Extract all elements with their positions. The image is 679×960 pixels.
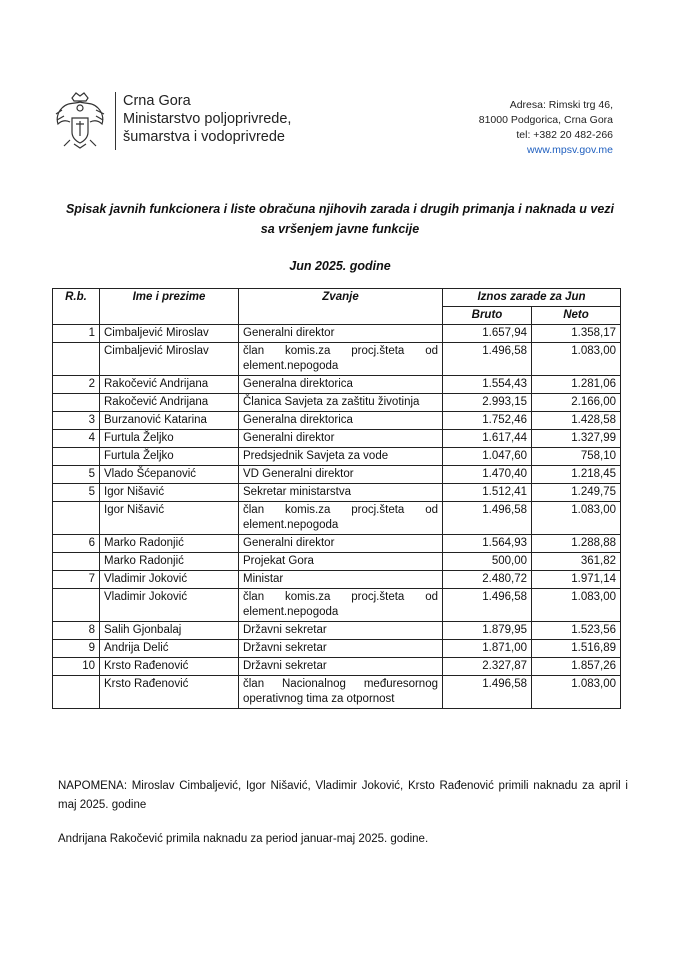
table-row xyxy=(53,535,621,553)
header-row xyxy=(53,289,621,307)
cell-rb: 10 xyxy=(53,658,100,676)
cell-neto: 1.428,58 xyxy=(532,412,621,430)
cell-title: Ministar xyxy=(239,571,443,589)
cell-rb: 4 xyxy=(53,430,100,448)
cell-title: član komis.za procj.šteta od element.nepogoda xyxy=(239,589,443,622)
cell-rb xyxy=(53,394,100,412)
cell-bruto: 2.327,87 xyxy=(443,658,532,676)
cell-bruto: 1.871,00 xyxy=(443,640,532,658)
cell-name: Marko Radonjić xyxy=(100,535,239,553)
title-line-2: sa vršenjem javne funkcije xyxy=(260,222,420,236)
header-amount: Iznos zarade za Jun xyxy=(443,289,621,307)
cell-rb: 6 xyxy=(53,535,100,553)
table-row xyxy=(53,325,621,343)
table-row xyxy=(53,676,621,709)
phone: tel: +382 20 482-266 xyxy=(516,129,613,141)
cell-bruto: 1.496,58 xyxy=(443,502,532,535)
table-row xyxy=(53,394,621,412)
cell-title: Predsjednik Savjeta za vode xyxy=(239,448,443,466)
cell-bruto: 1.512,41 xyxy=(443,484,532,502)
table-row xyxy=(53,466,621,484)
cell-rb: 5 xyxy=(53,466,100,484)
cell-neto: 1.523,56 xyxy=(532,622,621,640)
table-row xyxy=(53,502,621,535)
cell-name: Vlado Šćepanović xyxy=(100,466,239,484)
title-line-1: Spisak javnih funkcionera i liste obračuna njihovih zarada i drugih primanja i naknada u vezi xyxy=(65,202,615,216)
period: Jun 2025. godine xyxy=(289,259,391,273)
cell-name: Rakočević Andrijana xyxy=(100,376,239,394)
header-rb: R.b. xyxy=(53,289,100,325)
cell-neto: 1.288,88 xyxy=(532,535,621,553)
cell-name: Marko Radonjić xyxy=(100,553,239,571)
cell-bruto: 1.657,94 xyxy=(443,325,532,343)
cell-bruto: 1.470,40 xyxy=(443,466,532,484)
cell-bruto: 1.617,44 xyxy=(443,430,532,448)
cell-bruto: 1.564,93 xyxy=(443,535,532,553)
document-title xyxy=(40,199,640,239)
cell-neto: 1.281,06 xyxy=(532,376,621,394)
cell-rb xyxy=(53,448,100,466)
cell-title: član komis.za procj.šteta od element.nepogoda xyxy=(239,502,443,535)
cell-bruto: 1.496,58 xyxy=(443,676,532,709)
cell-bruto: 1.496,58 xyxy=(443,589,532,622)
cell-neto: 1.083,00 xyxy=(532,343,621,376)
table-row xyxy=(53,571,621,589)
table-row xyxy=(53,640,621,658)
cell-name: Cimbaljević Miroslav xyxy=(100,325,239,343)
cell-bruto: 1.554,43 xyxy=(443,376,532,394)
cell-neto: 1.218,45 xyxy=(532,466,621,484)
cell-name: Furtula Željko xyxy=(100,448,239,466)
cell-bruto: 500,00 xyxy=(443,553,532,571)
table-row xyxy=(53,448,621,466)
cell-rb: 1 xyxy=(53,325,100,343)
cell-title: Državni sekretar xyxy=(239,640,443,658)
cell-neto: 1.516,89 xyxy=(532,640,621,658)
header-divider xyxy=(115,92,116,150)
table-row xyxy=(53,484,621,502)
contact-block xyxy=(479,98,613,158)
cell-rb xyxy=(53,502,100,535)
header-neto: Neto xyxy=(532,307,621,325)
website-link[interactable]: www.mpsv.gov.me xyxy=(527,144,613,156)
cell-title: Generalna direktorica xyxy=(239,412,443,430)
cell-bruto: 2.480,72 xyxy=(443,571,532,589)
cell-rb: 2 xyxy=(53,376,100,394)
table-row xyxy=(53,343,621,376)
cell-title: Generalni direktor xyxy=(239,325,443,343)
cell-neto: 1.083,00 xyxy=(532,676,621,709)
cell-name: Salih Gjonbalaj xyxy=(100,622,239,640)
cell-name: Burzanović Katarina xyxy=(100,412,239,430)
table-row xyxy=(53,430,621,448)
table-row xyxy=(53,589,621,622)
cell-neto: 1.083,00 xyxy=(532,502,621,535)
cell-title: Generalni direktor xyxy=(239,535,443,553)
cell-name: Igor Nišavić xyxy=(100,484,239,502)
table-row xyxy=(53,553,621,571)
cell-rb: 3 xyxy=(53,412,100,430)
table-row xyxy=(53,622,621,640)
cell-rb: 7 xyxy=(53,571,100,589)
cell-bruto: 1.047,60 xyxy=(443,448,532,466)
cell-bruto: 2.993,15 xyxy=(443,394,532,412)
table-row xyxy=(53,376,621,394)
cell-name: Krsto Rađenović xyxy=(100,676,239,709)
cell-neto: 1.327,99 xyxy=(532,430,621,448)
header-title: Zvanje xyxy=(239,289,443,325)
cell-neto: 1.971,14 xyxy=(532,571,621,589)
header-bruto: Bruto xyxy=(443,307,532,325)
cell-bruto: 1.879,95 xyxy=(443,622,532,640)
ministry-line-1: Ministarstvo poljoprivrede, xyxy=(123,111,292,127)
cell-neto: 1.083,00 xyxy=(532,589,621,622)
coat-of-arms-icon xyxy=(52,90,108,150)
salary-table xyxy=(52,288,621,709)
cell-title: Državni sekretar xyxy=(239,622,443,640)
cell-name: Cimbaljević Miroslav xyxy=(100,343,239,376)
cell-bruto: 1.752,46 xyxy=(443,412,532,430)
cell-title: VD Generalni direktor xyxy=(239,466,443,484)
cell-rb: 9 xyxy=(53,640,100,658)
city: 81000 Podgorica, Crna Gora xyxy=(478,114,613,126)
cell-neto: 1.857,26 xyxy=(532,658,621,676)
cell-rb xyxy=(53,676,100,709)
table-row xyxy=(53,658,621,676)
note-period: Andrijana Rakočević primila naknadu za period januar-maj 2025. godine. xyxy=(58,833,429,845)
cell-name: Rakočević Andrijana xyxy=(100,394,239,412)
table-row xyxy=(53,412,621,430)
cell-rb xyxy=(53,589,100,622)
cell-name: Andrija Delić xyxy=(100,640,239,658)
cell-neto: 361,82 xyxy=(532,553,621,571)
cell-title: Projekat Gora xyxy=(239,553,443,571)
cell-rb: 5 xyxy=(53,484,100,502)
cell-title: Sekretar ministarstva xyxy=(239,484,443,502)
letterhead xyxy=(52,88,627,158)
cell-title: Državni sekretar xyxy=(239,658,443,676)
cell-title: Generalni direktor xyxy=(239,430,443,448)
cell-rb xyxy=(53,553,100,571)
header-name: Ime i prezime xyxy=(100,289,239,325)
country-name: Crna Gora xyxy=(123,93,191,109)
ministry-name xyxy=(123,92,291,146)
cell-name: Vladimir Joković xyxy=(100,571,239,589)
cell-name: Krsto Rađenović xyxy=(100,658,239,676)
cell-title: član Nacionalnog međuresornog operativnog tima za otpornost xyxy=(239,676,443,709)
cell-neto: 2.166,00 xyxy=(532,394,621,412)
note-remark: NAPOMENA: Miroslav Cimbaljević, Igor Nišavić, Vladimir Joković, Krsto Rađenović primili naknadu za april i maj 2025. godine xyxy=(58,780,628,811)
cell-rb xyxy=(53,343,100,376)
cell-neto: 1.249,75 xyxy=(532,484,621,502)
cell-neto: 758,10 xyxy=(532,448,621,466)
cell-title: član komis.za procj.šteta od element.nepogoda xyxy=(239,343,443,376)
ministry-line-2: šumarstva i vodoprivrede xyxy=(123,129,285,145)
cell-title: Generalna direktorica xyxy=(239,376,443,394)
cell-bruto: 1.496,58 xyxy=(443,343,532,376)
cell-name: Furtula Željko xyxy=(100,430,239,448)
cell-name: Igor Nišavić xyxy=(100,502,239,535)
cell-title: Članica Savjeta za zaštitu životinja xyxy=(239,394,443,412)
cell-rb: 8 xyxy=(53,622,100,640)
cell-name: Vladimir Joković xyxy=(100,589,239,622)
address: Adresa: Rimski trg 46, xyxy=(509,99,613,111)
cell-neto: 1.358,17 xyxy=(532,325,621,343)
